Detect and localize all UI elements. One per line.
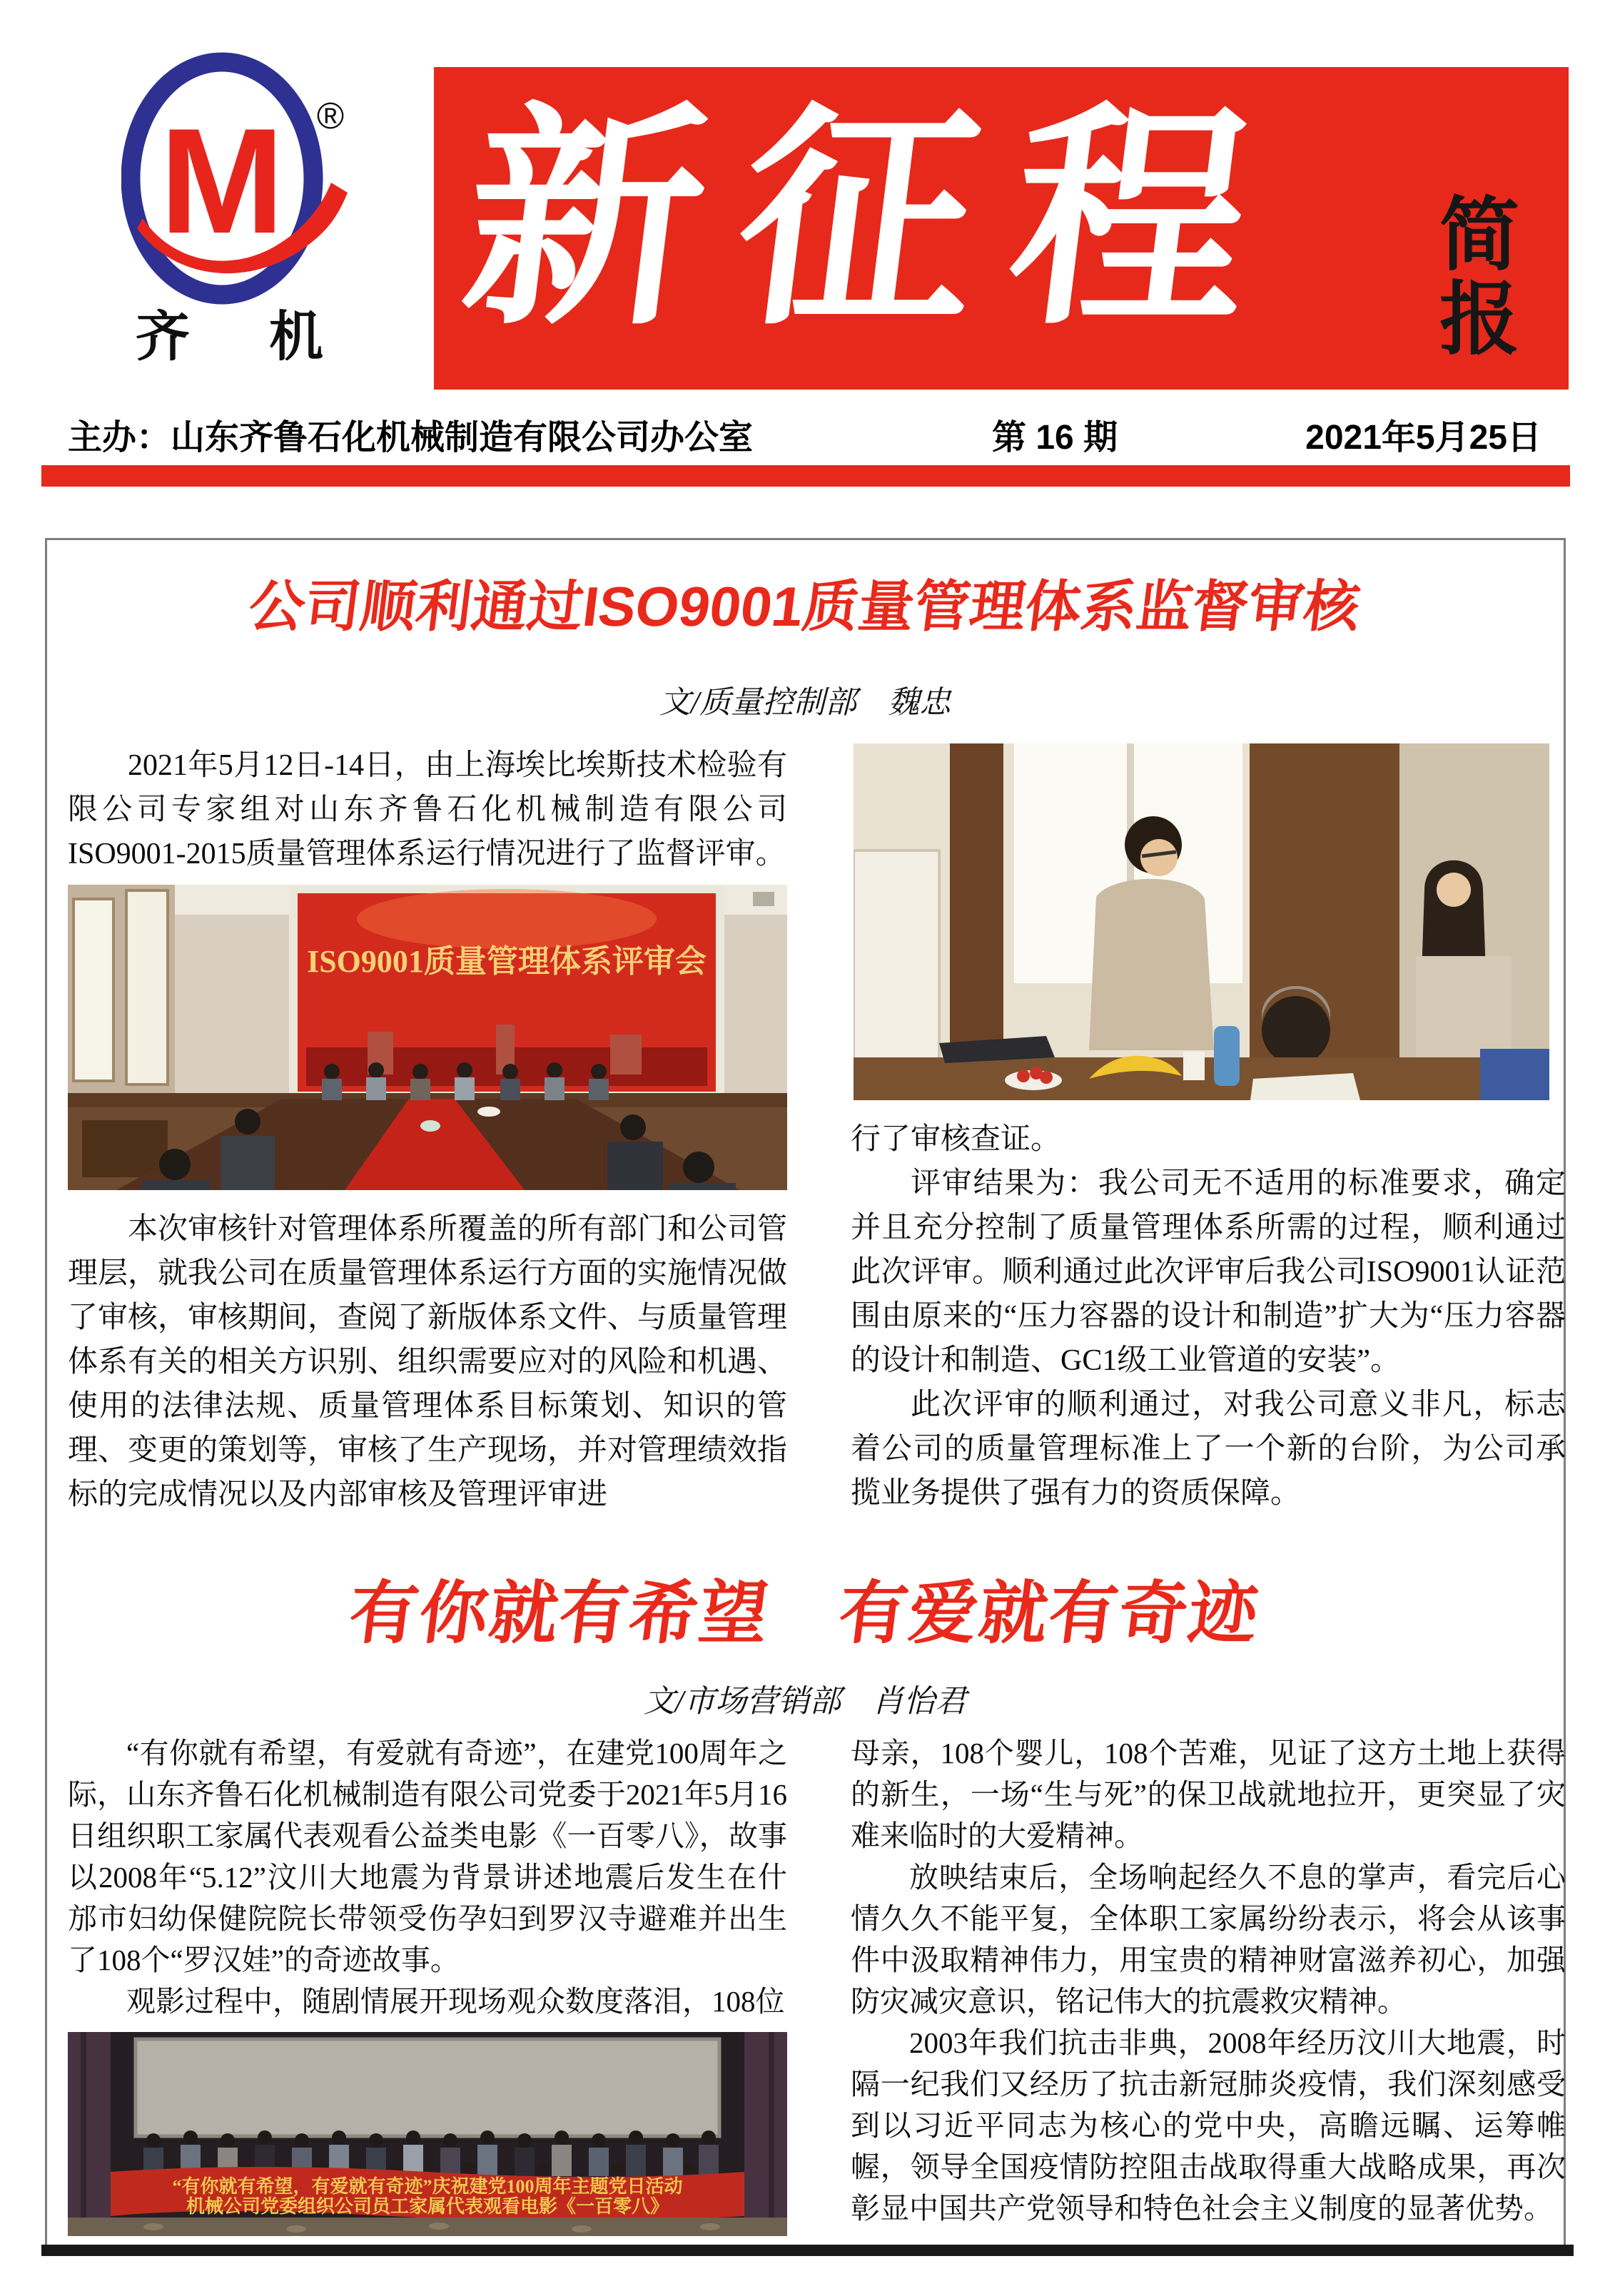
article1-left-paragraph2 bbox=[68, 1207, 787, 1517]
screen-glow bbox=[357, 889, 657, 949]
thermos bbox=[1214, 1026, 1240, 1086]
blue-binder bbox=[1480, 1049, 1549, 1100]
paragraph: 本次审核针对管理体系所覆盖的所有部门和公司管理层，就我公司在质量管理体系运行方面的实施情况做了审核，审核期间，查阅了新版体系文件、与质量管理体系有关的相关方识别、组织需要应对的风险和机遇、使用的法律法规、质量管理体系目标策划、知识的管理、变更的策划等，审核了生产现场，并对管理绩效指标的完成情况以及内部审核及管理评审进 bbox=[68, 1213, 788, 1511]
window-pane bbox=[126, 890, 168, 1084]
strawberries bbox=[1017, 1070, 1030, 1082]
article1-right-paragraph1: 行了审核查证。 bbox=[851, 1123, 1061, 1156]
curtain-left bbox=[68, 2032, 111, 2236]
ceiling-vent-icon bbox=[753, 892, 774, 906]
publication-info-row bbox=[0, 405, 1610, 462]
photo-iso-review-meeting bbox=[68, 885, 787, 1190]
article1-right-paragraph3: 此次评审的顺利通过，对我公司意义非凡，标志着公司的质量管理标准上了一个新的台阶，为公司承揽业务提供了强有力的资质保障。 bbox=[851, 1388, 1566, 1510]
banner-text-line2: 机械公司党委组织公司员工家属代表观看电影《一百零八》 bbox=[186, 2196, 669, 2217]
logo-caption-left: 齐 bbox=[136, 308, 190, 367]
masthead-divider-rule bbox=[41, 465, 1570, 487]
article2-title: 有你就有希望 有爱就有奇迹 bbox=[345, 1575, 1264, 1652]
teacup bbox=[477, 1107, 500, 1117]
article2-left-paragraph2: 观影过程中，随剧情展开现场观众数度落泪，108位 bbox=[126, 1985, 785, 2018]
article2-byline: 文/市场营销部 肖怡君 bbox=[643, 1684, 967, 1719]
logo-monogram-m: M bbox=[159, 97, 285, 265]
plant-on-table bbox=[420, 1120, 440, 1132]
cinema-carpet bbox=[68, 2218, 787, 2236]
meeting-screen-text: ISO9001质量管理体系评审会 bbox=[307, 944, 707, 979]
publication-date: 2021年5月25日 bbox=[1305, 419, 1541, 457]
subtitle-char-bao: 报 bbox=[1439, 276, 1519, 365]
article1-right-paragraph2: 评审结果为：我公司无不适用的标准要求，确定并且充分控制了质量管理体系所需的过程，顺利通过此次评审。顺利通过此次评审后我公司ISO9001认证范围由原来的“压力容器的设计和制造”扩大为“压力容器的设计和制造、GC1级工业管道的安装”。 bbox=[851, 1167, 1566, 1377]
article1-byline: 文/质量控制部 魏忠 bbox=[659, 685, 951, 720]
article1-left-paragraph1 bbox=[68, 743, 787, 876]
subtitle-char-jian: 简 bbox=[1439, 192, 1519, 280]
masthead-banner bbox=[434, 67, 1569, 390]
white-cup bbox=[1183, 1052, 1205, 1080]
issue-number: 第 16 期 bbox=[992, 419, 1118, 457]
registered-mark: ® bbox=[316, 96, 345, 137]
article2-right-paragraph1: 母亲，108个婴儿，108个苦难，见证了这方土地上获得的新生，一场“生与死”的保卫战就地拉开，更突显了灾难来临时的大爱精神。 bbox=[851, 1737, 1566, 1852]
newsletter-subtitle bbox=[1434, 192, 1524, 365]
wall-grille bbox=[82, 1120, 168, 1177]
window-pane bbox=[74, 899, 113, 1081]
photo-cinema-group bbox=[68, 2032, 787, 2236]
article1-title: 公司顺利通过ISO9001质量管理体系监督审核 bbox=[245, 575, 1364, 638]
article2-right-paragraph2: 放映结束后，全场响起经久不息的掌声，看完后心情久久不能平复，全体职工家属纷纷表示，将会从该事件中汲取精神伟力，用宝贵的精神财富滋养初心，加强防灾减灾意识，铭记伟大的抗震救灾精神。 bbox=[851, 1861, 1566, 2018]
article1-right-column bbox=[851, 1117, 1566, 1515]
company-logo bbox=[121, 49, 350, 370]
article2-left-column bbox=[68, 1732, 787, 2022]
logo-caption-right: 机 bbox=[269, 308, 323, 367]
qm-logo-icon bbox=[121, 49, 350, 370]
article2-right-column bbox=[851, 1732, 1566, 2229]
curtain-right bbox=[744, 2032, 787, 2236]
article2-right-paragraph3: 2003年我们抗击非典，2008年经历汶川大地震，时隔一纪我们又经历了抗击新冠肺炎疫情，我们深刻感受到以习近平同志为核心的党中央，高瞻远瞩、运筹帷幄，领导全国疫情防控阻击战取得重大战略成果，再次彰显中国共产党领导和特色社会主义制度的显著优势。 bbox=[851, 2026, 1566, 2225]
strawberries bbox=[1040, 1071, 1053, 1084]
organizer-label: 主办：山东齐鲁石化机械制造有限公司办公室 bbox=[68, 419, 754, 457]
newsletter-title: 新征程 bbox=[451, 80, 1303, 357]
page-bottom-bar bbox=[41, 2245, 1574, 2256]
skyline-building bbox=[610, 1035, 642, 1075]
cinema-screen bbox=[136, 2039, 719, 2136]
article2-left-paragraph1: “有你就有希望，有爱就有奇迹”，在建党100周年之际，山东齐鲁石化机械制造有限公司党委于2021年5月16日组织职工家属代表观看公益类电影《一百零八》，故事以2008年“5.12”汶川大地震为背景讲述地震后发生在什邡市妇幼保健院院长带领受伤孕妇到罗汉寺避难并出生了108个“罗汉娃”的奇迹故事。 bbox=[68, 1737, 787, 1976]
paragraph: 2021年5月12日-14日，由上海埃比埃斯技术检验有限公司专家组对山东齐鲁石化机械制造有限公司ISO9001-2015质量管理体系运行情况进行了监督评审。 bbox=[68, 749, 787, 870]
banner-text-line1: “有你就有希望，有爱就有奇迹”庆祝建党100周年主题党日活动 bbox=[172, 2176, 683, 2197]
photo-audit-verification bbox=[854, 743, 1549, 1100]
